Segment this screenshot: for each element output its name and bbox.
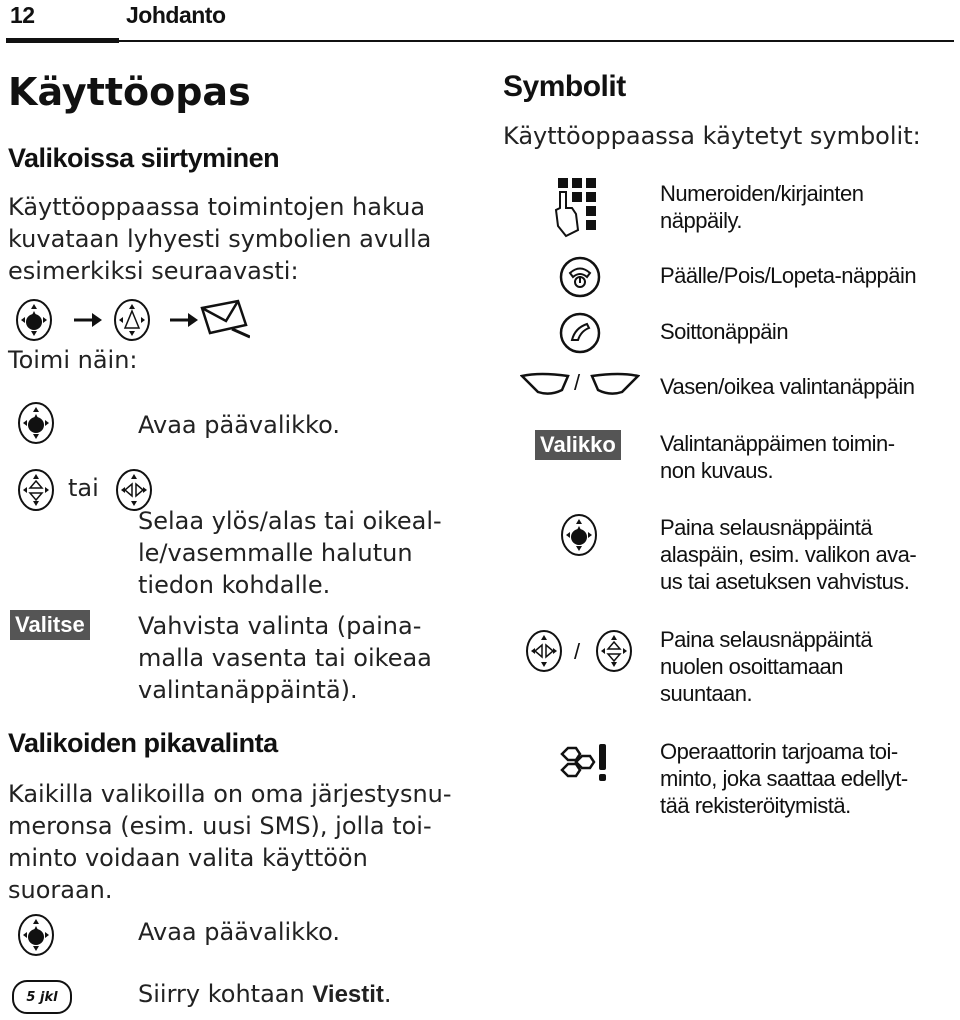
goto-prefix: Siirry kohtaan bbox=[138, 980, 313, 1008]
nav-key-press-icon bbox=[555, 510, 603, 560]
symbol-desc bbox=[660, 430, 895, 484]
soft-keys-icon bbox=[520, 370, 640, 402]
power-key-icon bbox=[557, 254, 603, 300]
softkey-valitse: Valitse bbox=[10, 610, 90, 640]
symbols-heading: Symbolit bbox=[503, 70, 626, 103]
open-menu-text: Avaa päävalikko. bbox=[138, 918, 340, 946]
symbol-desc-line: Soittonäppäin bbox=[660, 319, 789, 344]
step-2-line: tiedon kohdalle. bbox=[138, 571, 331, 599]
keypad-icon bbox=[552, 174, 608, 240]
header-rule bbox=[6, 40, 954, 42]
symbol-desc-line: non kuvaus. bbox=[660, 458, 774, 483]
intro-line: Käyttöoppaassa toimintojen hakua bbox=[8, 193, 426, 221]
quick-line: suoraan. bbox=[8, 876, 113, 904]
step-2-text bbox=[138, 505, 442, 601]
symbol-desc-line: alaspäin, esim. valikon ava- bbox=[660, 542, 917, 567]
step-3-text bbox=[138, 610, 432, 706]
call-key-icon bbox=[557, 310, 603, 356]
symbol-desc bbox=[660, 626, 872, 707]
step-1-text: Avaa päävalikko. bbox=[138, 411, 340, 439]
symbol-desc-line: näppäily. bbox=[660, 208, 742, 233]
intro-line: kuvataan lyhyesti symbolien avulla bbox=[8, 225, 432, 253]
symbol-desc-line: Numeroiden/kirjainten bbox=[660, 181, 864, 206]
quick-paragraph bbox=[8, 778, 452, 906]
symbol-desc-line: minto, joka saattaa edellyt- bbox=[660, 766, 908, 791]
page-title: Käyttöopas bbox=[8, 70, 251, 114]
step-3-line: valintanäppäintä). bbox=[138, 676, 358, 704]
slash-separator: / bbox=[574, 370, 580, 395]
symbol-desc-line: Päälle/Pois/Lopeta-näppäin bbox=[660, 263, 917, 288]
symbol-desc-line: us tai asetuksen vahvistus. bbox=[660, 569, 910, 594]
intro-paragraph bbox=[8, 191, 431, 287]
step-2-line: Selaa ylös/alas tai oikeal- bbox=[138, 507, 442, 535]
intro-line: esimerkiksi seuraavasti: bbox=[8, 257, 299, 285]
symbol-desc-line: Paina selausnäppäintä bbox=[660, 515, 873, 540]
symbols-intro: Käyttöoppaassa käytetyt symbolit: bbox=[503, 122, 921, 150]
nav-key-left-right-icon bbox=[520, 626, 568, 676]
step-3-line: malla vasenta tai oikeaa bbox=[138, 644, 432, 672]
slash-separator: / bbox=[574, 639, 580, 664]
nav-key-up-down-icon bbox=[590, 626, 638, 676]
key-5-icon bbox=[12, 980, 72, 1014]
symbol-desc-line: nuolen osoittamaan bbox=[660, 654, 844, 679]
nav-key-press-icon bbox=[12, 910, 60, 960]
nav-key-press-icon bbox=[12, 398, 60, 448]
nav-key-up-icon bbox=[115, 300, 149, 340]
nav-key-press-icon bbox=[17, 300, 51, 340]
quick-line: meronsa (esim. uusi SMS), jolla toi- bbox=[8, 812, 432, 840]
symbol-desc-line: Operaattorin tarjoama toi- bbox=[660, 739, 898, 764]
arrow-right-icon bbox=[170, 313, 198, 327]
operator-function-icon bbox=[552, 740, 612, 786]
symbol-desc-line: Vasen/oikea valintanäppäin bbox=[660, 374, 915, 399]
symbol-desc-line: Paina selausnäppäintä bbox=[660, 627, 873, 652]
symbol-desc bbox=[660, 514, 916, 595]
symbol-desc-line: tää rekisteröitymistä. bbox=[660, 793, 851, 818]
arrow-right-icon bbox=[74, 313, 102, 327]
symbol-desc bbox=[660, 373, 914, 400]
nav-heading: Valikoissa siirtyminen bbox=[8, 143, 280, 173]
step-2-line: le/vasemmalle halutun bbox=[138, 539, 413, 567]
symbol-desc-line: suuntaan. bbox=[660, 681, 753, 706]
quick-line: Kaikilla valikoilla on oma järjestysnu- bbox=[8, 780, 452, 808]
envelope-icon bbox=[202, 301, 250, 337]
goto-target: Viestit bbox=[312, 981, 384, 1008]
symbol-desc bbox=[660, 738, 908, 819]
step-3-line: Vahvista valinta (paina- bbox=[138, 612, 422, 640]
do-this-label: Toimi näin: bbox=[8, 346, 138, 374]
or-word: tai bbox=[68, 474, 99, 502]
key-5-label: 5 jkl bbox=[26, 989, 58, 1005]
quick-line: minto voidaan valita käyttöön bbox=[8, 844, 368, 872]
softkey-valikko: Valikko bbox=[535, 430, 621, 460]
page-number: 12 bbox=[10, 2, 35, 28]
quick-heading: Valikoiden pikavalinta bbox=[8, 728, 278, 758]
goto-text bbox=[138, 978, 392, 1011]
symbol-desc bbox=[660, 318, 788, 345]
chapter-title: Johdanto bbox=[126, 2, 226, 28]
symbol-desc bbox=[660, 262, 916, 289]
goto-suffix: . bbox=[383, 980, 392, 1008]
nav-key-up-down-icon bbox=[12, 465, 60, 515]
nav-sequence-example bbox=[10, 293, 250, 347]
symbol-desc-line: Valintanäppäimen toimin- bbox=[660, 431, 895, 456]
symbol-desc bbox=[660, 180, 864, 234]
header-rule-accent bbox=[6, 38, 119, 43]
